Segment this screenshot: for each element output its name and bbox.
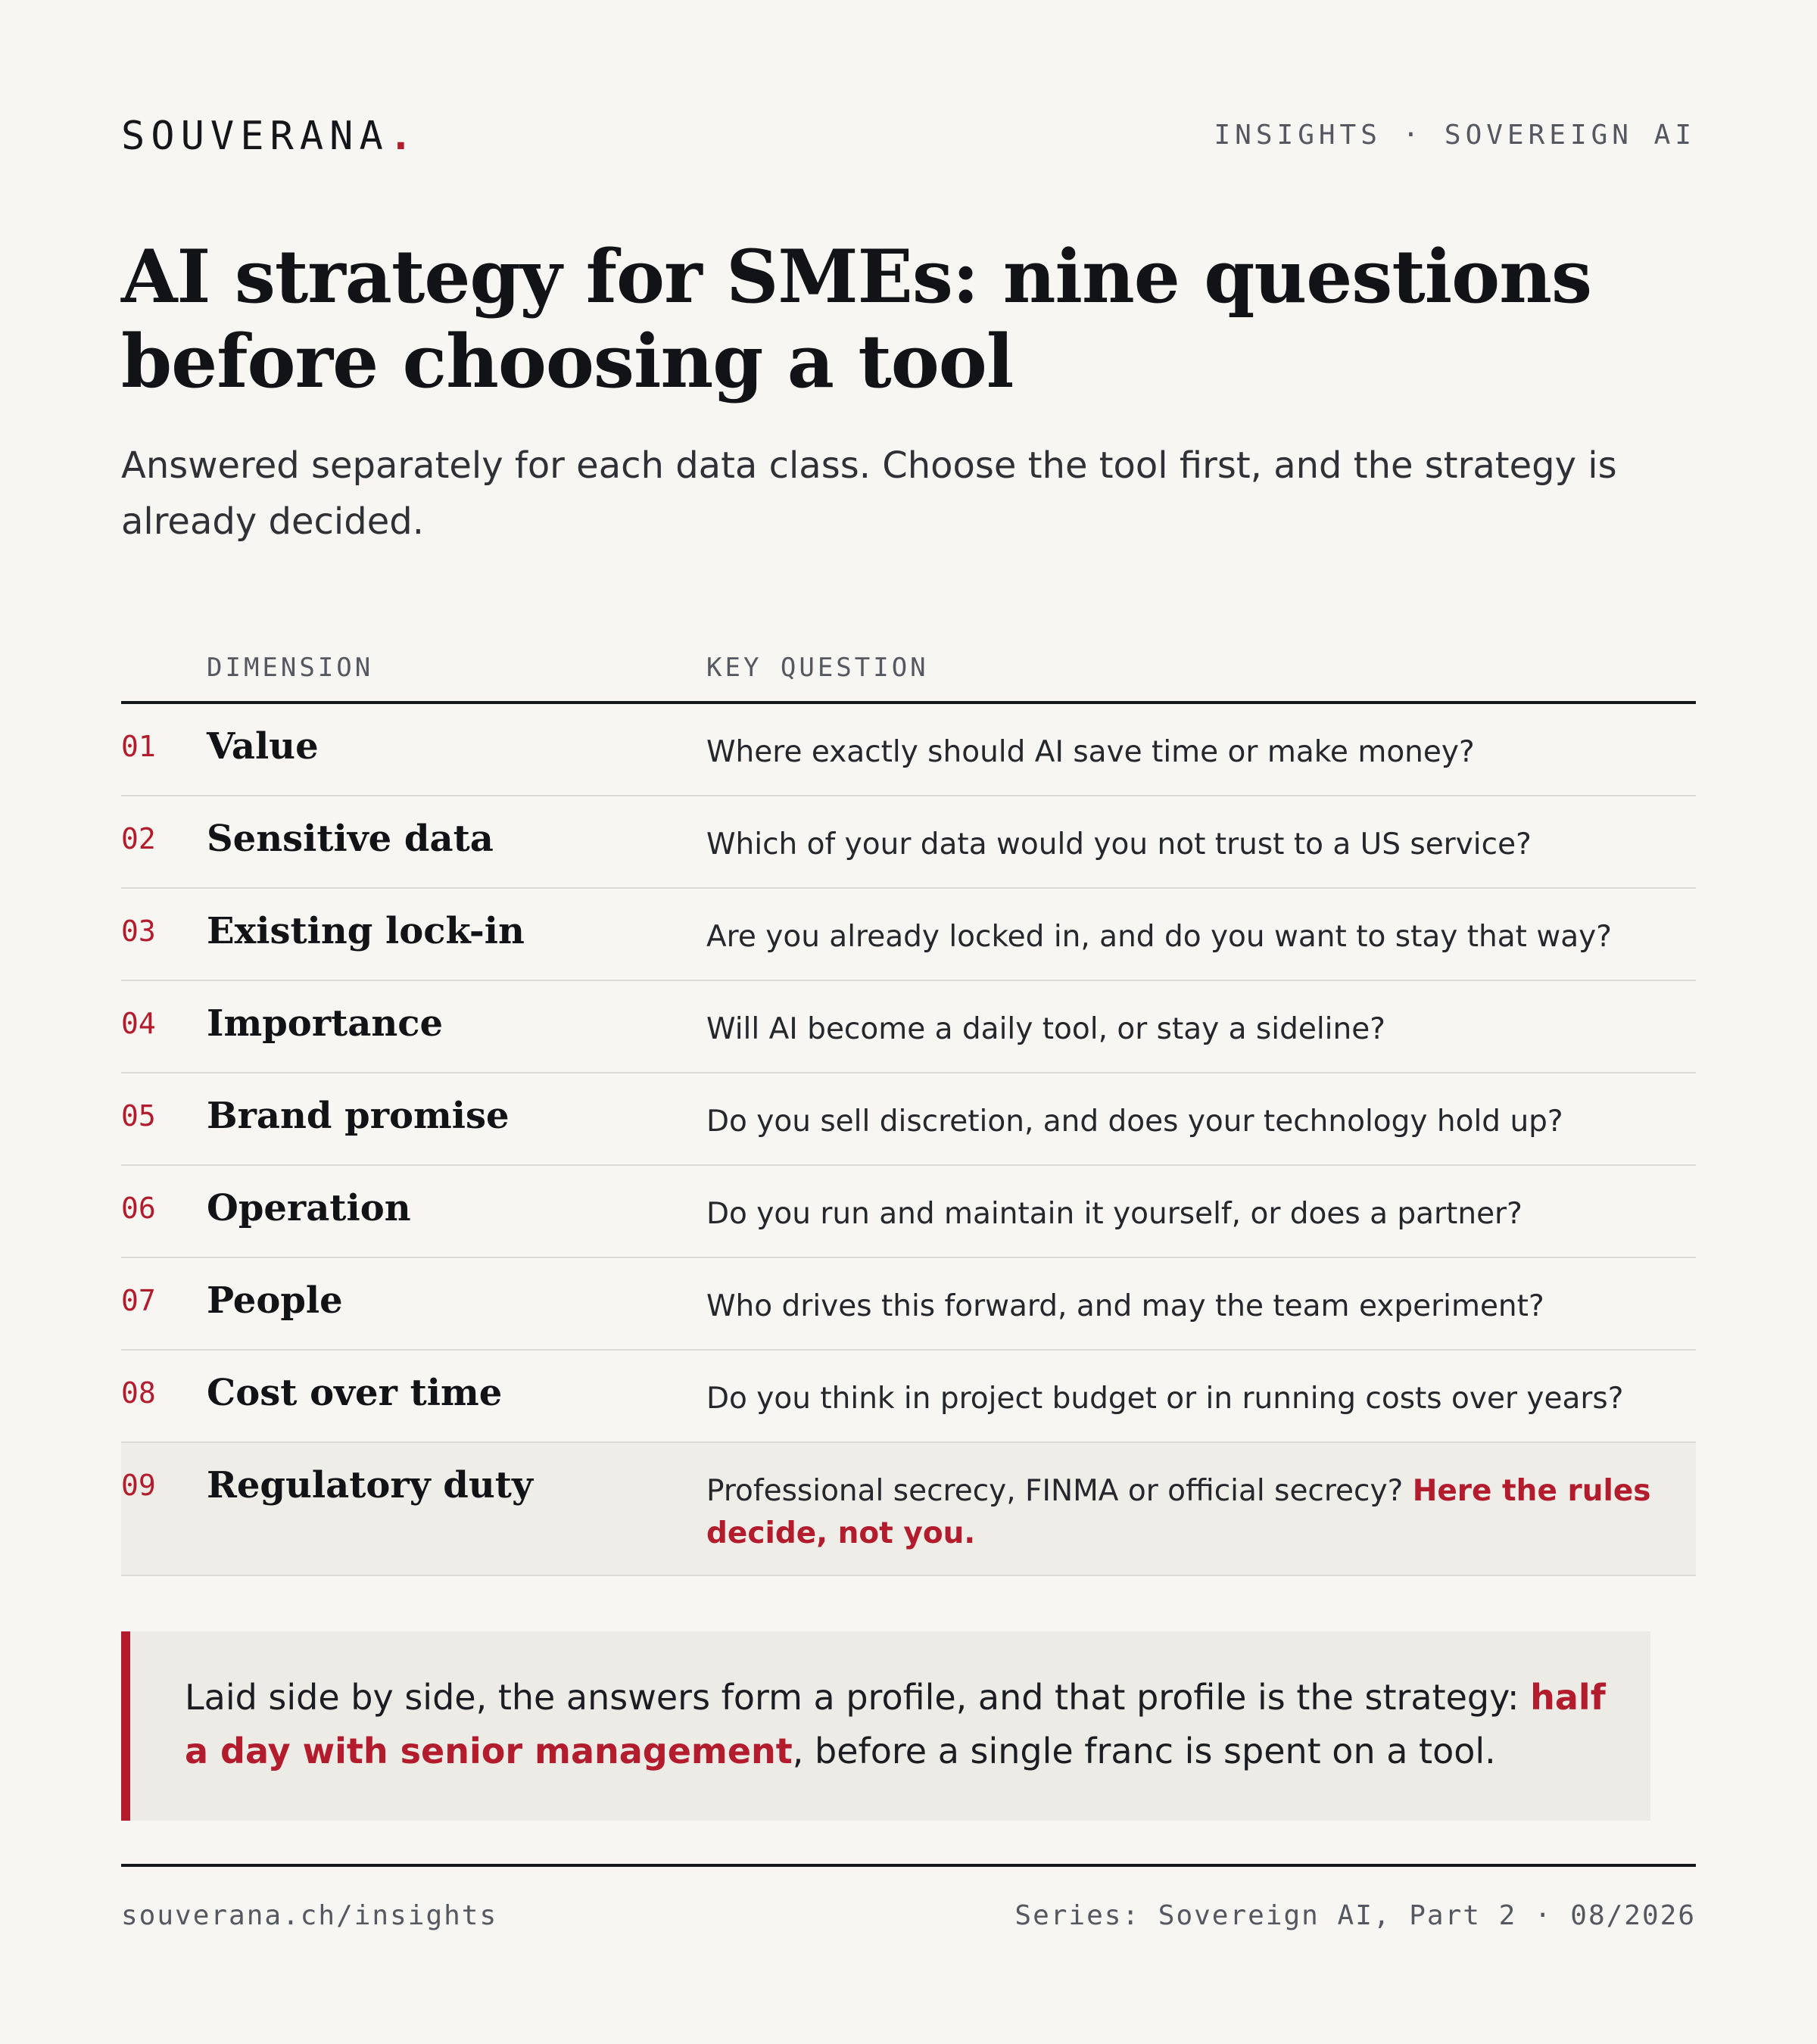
row-number: 07 (121, 1284, 156, 1317)
row-number: 02 (121, 822, 156, 855)
callout-text-accent: half a day with senior management (185, 1677, 1606, 1771)
table-row (121, 796, 1696, 889)
row-dimension: People (207, 1279, 343, 1322)
row-question: Do you think in project budget or in running costs over years? (706, 1382, 1624, 1416)
table-row (121, 1258, 1696, 1351)
page-subtitle: Answered separately for each data class. Choose the tool first, and the strategy is already decided. (121, 444, 1617, 543)
page-header (121, 114, 1696, 159)
row-dimension: Sensitive data (207, 818, 494, 860)
callout-text-after: , before a single franc is spent on a tool. (792, 1731, 1496, 1771)
table-row (121, 1166, 1696, 1258)
row-question: Which of your data would you not trust to a US service? (706, 827, 1532, 862)
row-question: Are you already locked in, and do you want to stay that way? (706, 920, 1612, 954)
brand-name: SOUVERANA (121, 114, 389, 159)
section-kicker: INSIGHTS · SOVEREIGN AI (1214, 120, 1696, 151)
row-number: 06 (121, 1192, 156, 1225)
row-dimension: Operation (207, 1187, 411, 1229)
row-question: Do you run and maintain it yourself, or does a partner? (706, 1197, 1522, 1231)
row-question: Who drives this forward, and may the team experiment? (706, 1289, 1544, 1323)
row-number: 05 (121, 1099, 156, 1133)
brand-dot: . (388, 114, 419, 159)
row-number: 04 (121, 1007, 156, 1040)
row-dimension: Importance (207, 1002, 444, 1045)
table-header (121, 643, 1696, 704)
footer-divider (121, 1864, 1696, 1867)
row-number: 08 (121, 1376, 156, 1410)
table-row (121, 1073, 1696, 1166)
row-dimension: Regulatory duty (207, 1464, 533, 1507)
table-row (121, 889, 1696, 981)
table-row (121, 1351, 1696, 1443)
column-header-key-question: KEY QUESTION (706, 653, 929, 683)
row-dimension: Cost over time (207, 1372, 503, 1414)
footer-series-info: Series: Sovereign AI, Part 2 · 08/2026 (1014, 1900, 1696, 1931)
table-row (121, 704, 1696, 796)
row-number: 03 (121, 915, 156, 948)
row-dimension: Existing lock-in (207, 910, 525, 952)
row-question (706, 1470, 1675, 1555)
row-dimension: Brand promise (207, 1095, 510, 1137)
row-question: Where exactly should AI save time or make money? (706, 735, 1475, 769)
row-question-text: Professional secrecy, FINMA or official secrecy? (706, 1474, 1404, 1508)
row-number: 01 (121, 730, 156, 763)
table-row-highlighted (121, 1443, 1696, 1576)
footer-url: souverana.ch/insights (121, 1900, 498, 1931)
article-page (121, 0, 1696, 2044)
questions-table (121, 643, 1696, 1576)
row-question: Will AI become a daily tool, or stay a sideline? (706, 1012, 1385, 1046)
callout-text (185, 1671, 1608, 1778)
row-dimension: Value (207, 725, 319, 768)
row-question: Do you sell discretion, and does your technology hold up? (706, 1105, 1563, 1139)
brand-logo (121, 114, 419, 159)
row-question-accent: Here the rules decide, not you. (706, 1474, 1651, 1550)
column-header-dimension: DIMENSION (207, 653, 374, 683)
table-row (121, 981, 1696, 1073)
callout-text-before: Laid side by side, the answers form a profile, and that profile is the strategy: (185, 1677, 1531, 1718)
page-title: AI strategy for SMEs: nine questions before choosing a tool (121, 234, 1592, 404)
callout-box (121, 1631, 1650, 1821)
row-number: 09 (121, 1469, 156, 1502)
